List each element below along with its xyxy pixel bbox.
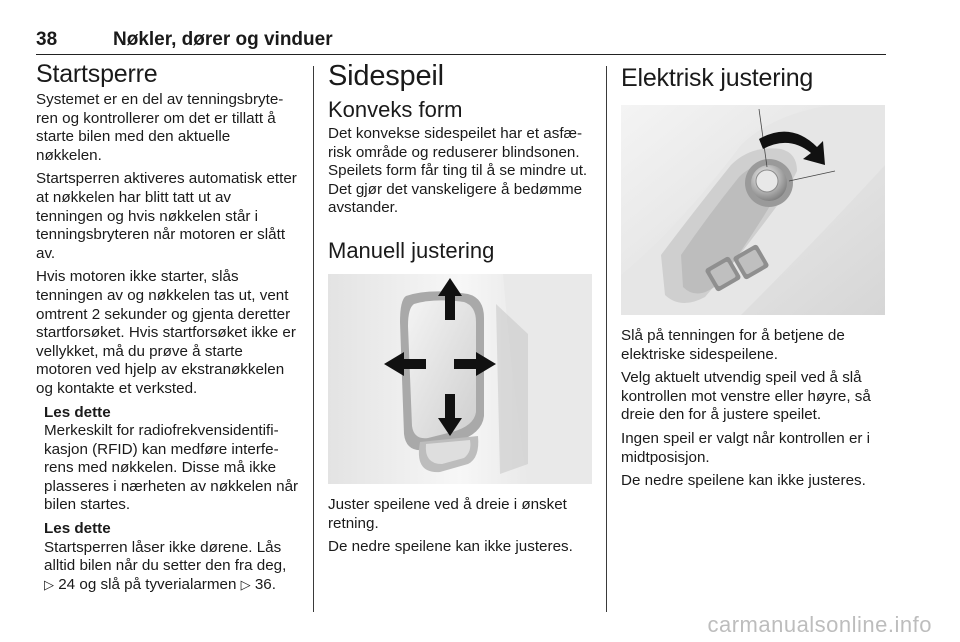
column-startsperre: [36, 60, 300, 596]
subsection-heading: Manuell justering: [328, 237, 495, 263]
page-reference[interactable]: 36.: [254, 575, 276, 593]
paragraph: De nedre speilene kan ikke justeres.: [328, 538, 573, 556]
paragraph: Det konvekse sidespeilet har et asfæ-risk område og reduserer blindsonen. Speilets form får ting til å se mindre ut. Det gjør det vanskeligere å bedømme avstander.: [328, 125, 588, 217]
reference-arrow-icon: ▷: [44, 576, 54, 592]
paragraph: Velg aktuelt utvendig speil ved å slå kontrollen mot venstre eller høyre, så dreie den for å justere speilet.: [621, 369, 871, 424]
note-label: Les dette: [44, 520, 111, 538]
paragraph: De nedre speilene kan ikke justeres.: [621, 472, 866, 490]
paragraph: Systemet er en del av tenningsbryte-ren og kontrollerer om det er tillatt å starte bilen med den aktuelle nøkkelen.: [36, 91, 284, 164]
paragraph: Hvis motoren ikke starter, slås tenningen av og nøkkelen tas ut, vent omtrent 2 sekunder og gjenta deretter startforsøket. Hvis startforsøket ikke er vellykket, må du prøve å starte motoren ved hjelp av ekstranøkkelen og kontakte et verksted.: [36, 268, 296, 397]
page-header: [36, 30, 886, 55]
column-sidespeil: [328, 60, 592, 562]
chapter-title: Nøkler, dører og vinduer: [113, 29, 333, 50]
column-divider: [313, 66, 314, 612]
note-text: [44, 539, 300, 595]
watermark: carmanualsonline.info: [707, 612, 932, 637]
section-heading: Sidespeil: [328, 60, 444, 92]
mirror-switch-illustration-icon: [621, 105, 885, 315]
section-heading: Elektrisk justering: [621, 64, 814, 92]
note-box: [44, 520, 300, 594]
paragraph: Ingen speil er valgt når kontrollen er i midtposisjon.: [621, 429, 871, 466]
note-text: Merkeskilt for radiofrekvensidentifi-kasjon (RFID) kan medføre interfe-rens med nøkkelen. Disse må ikke plasseres i nærheten av nøkkelen når bilen startes.: [44, 422, 299, 514]
note-text-a: Startsperren låser ikke dørene. Lås alltid bilen når du setter den fra deg,: [44, 538, 287, 575]
paragraph: Startsperren aktiveres automatisk etter at nøkkelen har blitt tatt ut av tenningen og hvis nøkkelen står i tenningsbryteren når motoren er slått av.: [36, 170, 297, 262]
paragraph: Slå på tenningen for å betjene de elektriske sidespeilene.: [621, 327, 845, 363]
mirror-adjust-illustration-icon: [328, 274, 592, 484]
section-heading: Startsperre: [36, 60, 158, 88]
subsection-heading: Konveks form: [328, 97, 463, 122]
paragraph: Juster speilene ved å dreie i ønsket retning.: [328, 495, 567, 532]
reference-arrow-icon: ▷: [240, 576, 251, 592]
column-elektrisk-justering: [621, 60, 887, 496]
note-box: [44, 404, 300, 516]
note-text-b: og slå på tyverialarmen: [79, 575, 237, 593]
page-reference[interactable]: 24: [58, 575, 76, 593]
column-divider: [606, 66, 607, 612]
page-number: 38: [36, 29, 58, 50]
note-label: Les dette: [44, 403, 111, 421]
